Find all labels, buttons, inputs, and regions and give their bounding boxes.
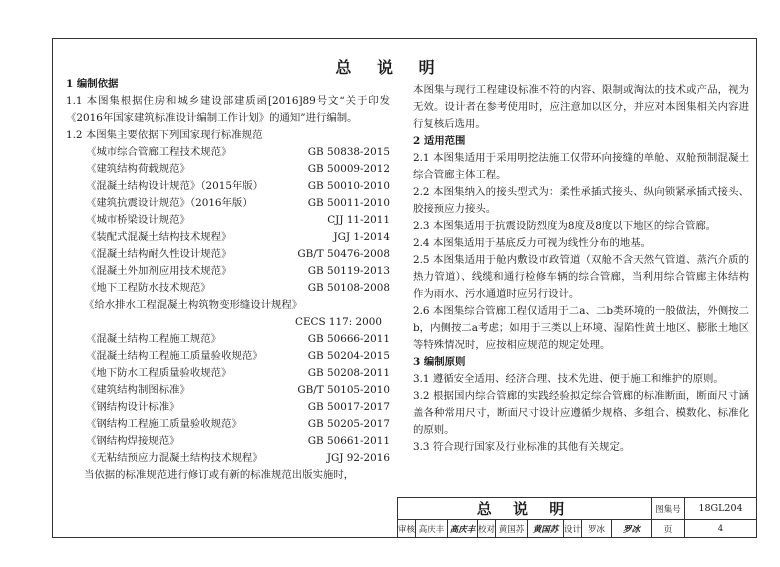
- standard-name: 《混凝土结构耐久性设计规范》: [86, 248, 232, 260]
- paragraph-2-5: 2.5 本图集适用于舱内敷设市政管道（双舱不含天然气管道、蒸汽介质的热力管道）、线缆和通行检修车辆的综合管廊，当利用综合管廊主体结构作为雨水、污水通道时应另行设计。: [413, 254, 749, 300]
- standard-item: [66, 195, 390, 212]
- standard-name: 《地下防水工程质量验收规范》: [86, 367, 232, 379]
- page-number: 4: [685, 520, 757, 538]
- standard-item: [66, 399, 390, 416]
- standard-code: GB 50208-2011: [307, 367, 390, 379]
- standard-name: 《城市桥梁设计规范》: [86, 214, 190, 226]
- standard-code: GB 50108-2008: [307, 282, 390, 294]
- standard-code: JGJ 1-2014: [333, 231, 390, 243]
- paragraph-continued: 本图集与现行工程建设标准不符的内容、限制或淘汰的技术或产品，视为无效。设计者在参考使用时，应注意加以区分，并应对本图集相关内容进行复核后选用。: [413, 84, 749, 130]
- standard-code: GB 50017-2017: [307, 401, 390, 413]
- checker-signature: 黄国苏: [528, 520, 564, 538]
- standard-name: 《钢结构设计标准》: [86, 401, 180, 413]
- standard-code: GB/T 50105-2010: [297, 384, 390, 396]
- standard-name-special: 《给水排水工程混凝土构筑物变形缝设计规程》: [84, 299, 303, 311]
- paragraph-1-2: 1.2 本图集主要依据下列国家现行标准规范: [66, 129, 263, 141]
- section-heading-1: 1 编制依据: [66, 78, 119, 90]
- section-heading-3: 3 编制原则: [413, 356, 466, 368]
- standard-item: [66, 433, 390, 450]
- paragraph-3-1: 3.1 遵循安全适用、经济合理、技术先进、便于施工和维护的原则。: [413, 373, 724, 385]
- standard-code: GB 50011-2010: [307, 197, 390, 209]
- paragraph-3-3: 3.3 符合现行国家及行业标准的其他有关规定。: [413, 441, 631, 453]
- titleblock-title: 总 说 明: [398, 498, 652, 520]
- standard-code: GB 50666-2011: [307, 333, 390, 345]
- standard-item: [66, 348, 390, 365]
- standard-name: 《混凝土外加剂应用技术规范》: [86, 265, 232, 277]
- standard-item: [66, 161, 390, 178]
- check-label: 校对: [478, 520, 496, 538]
- reviewer-signature: 高庆丰: [448, 520, 478, 538]
- left-column: [66, 76, 390, 484]
- standard-name: 《城市综合管廊工程技术规范》: [86, 146, 232, 158]
- review-label: 审核: [398, 520, 416, 538]
- paragraph-2-6: 2.6 本图集综合管廊工程仅适用于二a、二b类环境的一般做法，外侧按二b，内侧按二a考虑；如用于三类以上环境、湿陷性黄土地区、膨胀土地区等特殊情况时，应按相应规范的规定处理。: [413, 305, 749, 351]
- standards-list-2: [66, 331, 390, 467]
- designer-name: 罗冰: [582, 520, 612, 538]
- standard-name: 《建筑结构荷载规范》: [86, 163, 190, 175]
- paragraph-1-1: 1.1 本图集根据住房和城乡建设部建质函[2016]89号文“关于印发《2016年国家建筑标准设计编制工作计划》的通知”进行编制。: [66, 95, 390, 124]
- paragraph-2-4: 2.4 本图集适用于基底反力可视为线性分布的地基。: [413, 237, 652, 249]
- closing-text: 当依据的标准规范进行修订或有新的标准规范出版实施时，: [84, 469, 355, 481]
- standard-item: [66, 178, 390, 195]
- standard-item: [66, 365, 390, 382]
- standard-code-special: CECS 117: 2000: [295, 316, 382, 328]
- standard-name: 《混凝土结构设计规范》（2015年版）: [86, 180, 264, 192]
- reviewer-name: 高庆丰: [416, 520, 448, 538]
- standard-name: 《混凝土结构工程施工质量验收规范》: [86, 350, 263, 362]
- paragraph-2-1: 2.1 本图集适用于采用明挖法施工仅带环向接缝的单舱、双舱预制混凝土综合管廊主体工程。: [413, 152, 749, 181]
- designer-signature: 罗冰: [612, 520, 652, 538]
- paragraph-2-3: 2.3 本图集适用于抗震设防烈度为8度及8度以下地区的综合管廊。: [413, 220, 717, 232]
- standard-code: GB 50205-2017: [307, 418, 390, 430]
- standard-name: 《钢结构焊接规范》: [86, 435, 180, 447]
- standards-list: [66, 144, 390, 297]
- page-title: 总 说 明: [335, 58, 445, 77]
- standard-code: CJJ 11-2011: [327, 214, 390, 226]
- paragraph-2-2: 2.2 本图集纳入的接头型式为：柔性承插式接头、纵向锁紧承插式接头、胶接预应力接头。: [413, 186, 749, 215]
- standard-code: GB/T 50476-2008: [297, 248, 390, 260]
- standard-item: [66, 382, 390, 399]
- right-column: [413, 82, 749, 456]
- standard-code: GB 50838-2015: [307, 146, 390, 158]
- standard-code: GB 50661-2011: [307, 435, 390, 447]
- page-label: 页: [652, 520, 685, 538]
- standard-code: GB 50204-2015: [307, 350, 390, 362]
- standard-item: [66, 331, 390, 348]
- standard-item: [66, 246, 390, 263]
- standard-item: [66, 416, 390, 433]
- standard-code: JGJ 92-2016: [326, 452, 390, 464]
- standard-item: [66, 263, 390, 280]
- standard-item: [66, 212, 390, 229]
- standard-name: 《建筑结构制图标准》: [86, 384, 190, 396]
- paragraph-3-2: 3.2 根据国内综合管廊的实践经验拟定综合管廊的标准断面，断面尺寸涵盖各种常用尺寸，断面尺寸设计应遵循少规格、多组合、模数化、标准化的原则。: [413, 390, 749, 436]
- standard-code: GB 50119-2013: [307, 265, 390, 277]
- standard-name: 《无粘结预应力混凝土结构技术规程》: [86, 452, 263, 464]
- standard-name: 《钢结构工程施工质量验收规范》: [86, 418, 242, 430]
- standard-name: 《混凝土结构工程施工规范》: [86, 333, 222, 345]
- standard-name: 《地下工程防水技术规范》: [86, 282, 211, 294]
- standard-code: GB 50009-2012: [307, 163, 390, 175]
- standard-name: 《建筑抗震设计规范》（2016年版）: [86, 197, 253, 209]
- design-label: 设计: [564, 520, 582, 538]
- standard-name: 《装配式混凝土结构技术规程》: [86, 231, 232, 243]
- section-heading-2: 2 适用范围: [413, 135, 466, 147]
- title-block: [397, 497, 756, 537]
- standard-item: [66, 450, 390, 467]
- standard-item: [66, 144, 390, 161]
- standard-item: [66, 280, 390, 297]
- checker-name: 黄国苏: [496, 520, 528, 538]
- standard-item: [66, 229, 390, 246]
- atlas-number-label: 图集号: [652, 498, 685, 520]
- standard-code: GB 50010-2010: [307, 180, 390, 192]
- atlas-number: 18GL204: [685, 498, 757, 520]
